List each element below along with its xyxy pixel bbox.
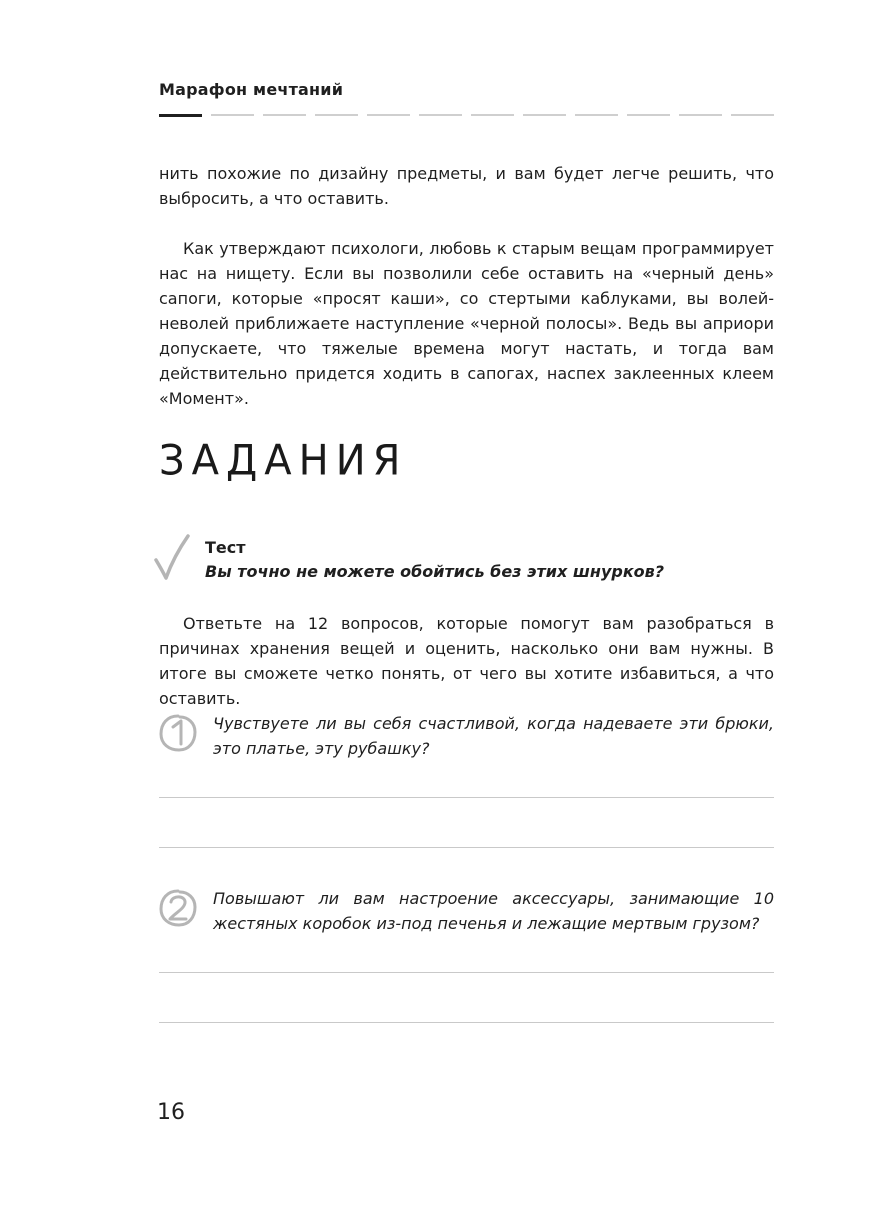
page-number: 16	[157, 1100, 185, 1125]
chapter-progress-bar	[159, 114, 774, 117]
progress-segment	[367, 114, 410, 116]
checkmark-icon	[152, 532, 192, 582]
progress-segment	[575, 114, 618, 116]
progress-segment	[471, 114, 514, 116]
answer-line[interactable]	[159, 847, 774, 848]
answer-line[interactable]	[159, 972, 774, 973]
progress-segment	[211, 114, 254, 116]
section-title: ЗАДАНИЯ	[159, 436, 408, 486]
question-1: Чувствуете ли вы себя счастливой, когда надеваете эти брюки, это платье, эту рубашку?	[213, 714, 774, 758]
book-title: Марафон мечтаний	[159, 80, 344, 99]
number-1-icon	[158, 713, 198, 753]
progress-segment	[419, 114, 462, 116]
answer-line[interactable]	[159, 797, 774, 798]
progress-segment	[731, 114, 774, 116]
body-paragraph-2: Как утверждают психологи, любовь к старым вещам программирует нас на нищету. Если вы позволили себе оставить на «черный день» сапоги, которые «просят каши», со стертыми каблуками, вы волей-неволей приближаете наступление «черной полосы». Ведь вы априори допускаете, что тяжелые времена могут настать, и тогда вам действительно придется ходить в сапогах, наспех заклеенных клеем «Момент».	[159, 239, 774, 408]
progress-segment	[315, 114, 358, 116]
question-2: Повышают ли вам настроение аксессуары, занимающие 10 жестяных коробок из-под печенья и лежащие мертвым грузом?	[213, 889, 774, 933]
test-label: Тест	[205, 538, 246, 557]
progress-segment	[523, 114, 566, 116]
progress-segment-current	[159, 114, 202, 117]
test-intro: Ответьте на 12 вопросов, которые помогут вам разобраться в причинах хранения вещей и оценить, насколько они вам нужны. В итоге вы сможете четко понять, от чего вы хотите избавиться, а что оставить.	[159, 614, 774, 708]
answer-line[interactable]	[159, 1022, 774, 1023]
test-subtitle: Вы точно не можете обойтись без этих шнурков?	[205, 562, 665, 581]
progress-segment	[627, 114, 670, 116]
progress-segment	[679, 114, 722, 116]
progress-segment	[263, 114, 306, 116]
number-2-icon	[158, 888, 198, 928]
body-paragraph-1: нить похожие по дизайну предметы, и вам будет легче решить, что выбросить, а что оставить.	[159, 164, 774, 208]
